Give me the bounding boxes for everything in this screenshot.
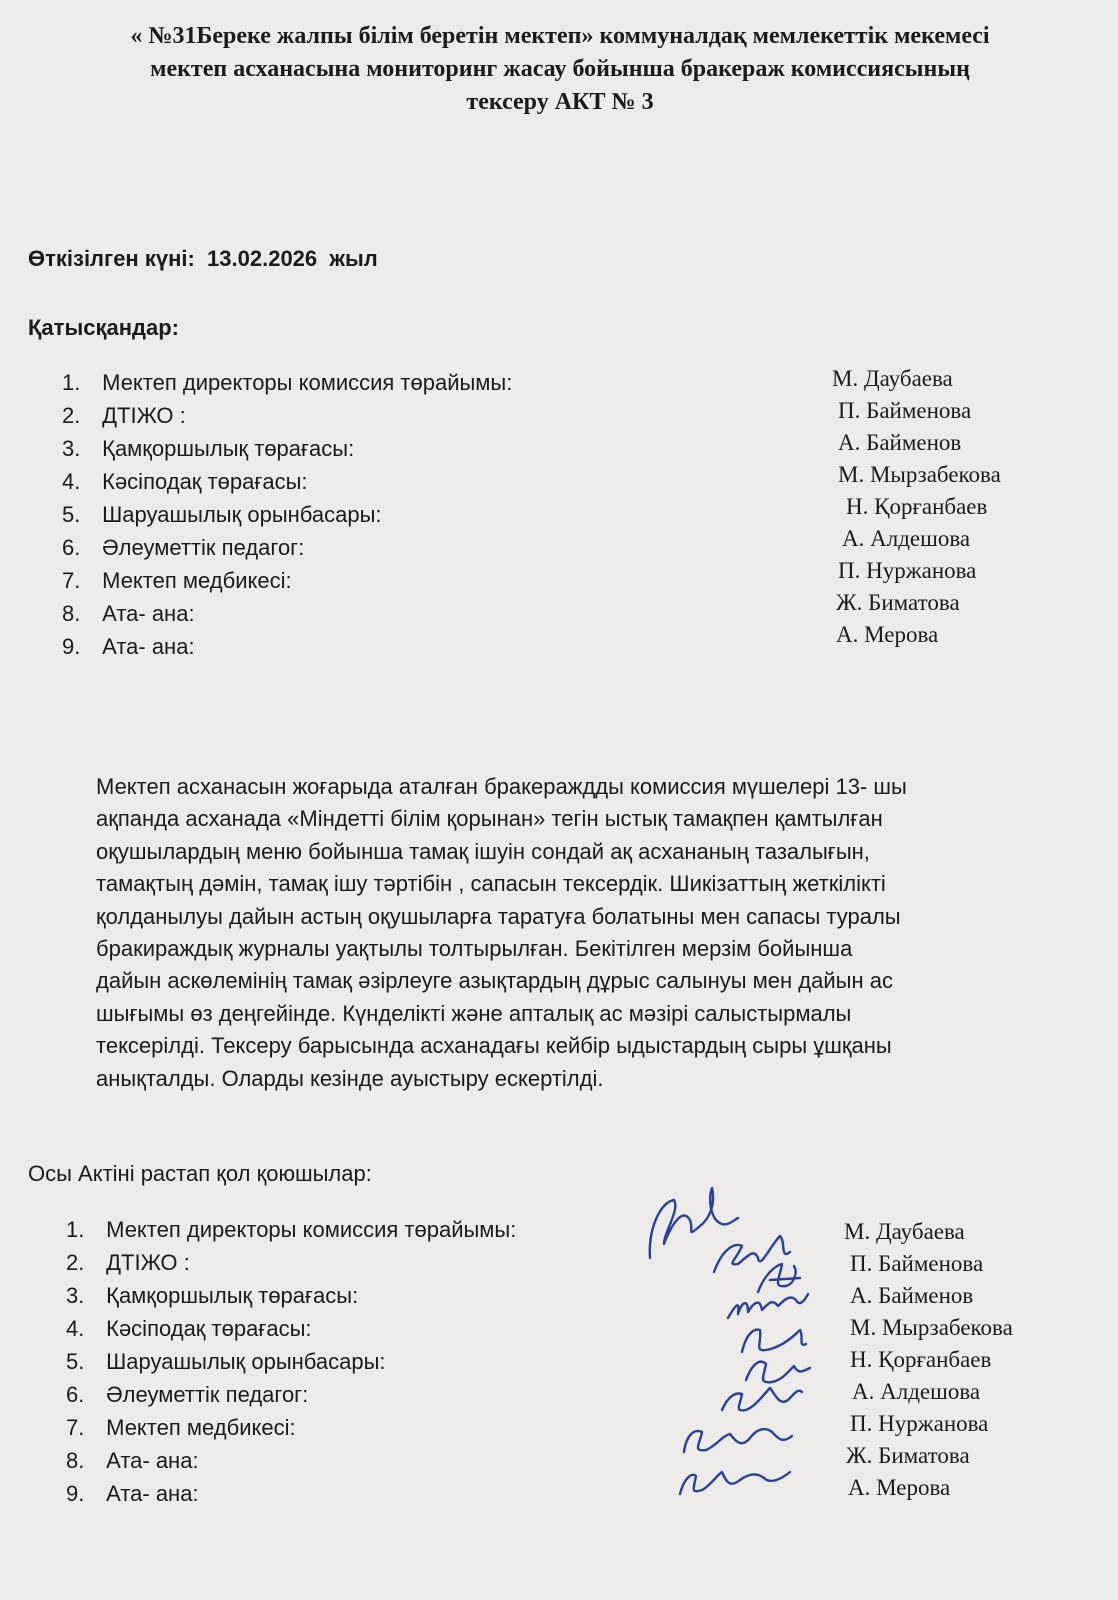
signature-7 [722,1388,802,1410]
date-value: 13.02.2026 [207,246,318,271]
confirm-heading: Осы Актіні растап қол қоюшылар: [28,1161,372,1186]
signatory-number: 5. [66,1349,85,1374]
header-line-2: мектеп асханасына мониторинг жасау бойынша бракераж комиссиясының [150,56,970,82]
participant-role: Әлеуметтік педагог: [102,535,305,560]
participant-role: Ата- ана: [102,634,195,659]
signatory-number: 8. [66,1448,85,1473]
signatory-name: А. Байменов [850,1283,974,1308]
participant-row [62,403,186,429]
date-label: Өткізілген күні: [28,246,195,271]
signature-1 [650,1188,738,1258]
participant-number: 3. [62,436,81,461]
participant-role: Мектеп медбикесі: [102,568,292,593]
signatory-number: 4. [66,1316,85,1341]
participant-name: П. Нуржанова [838,558,977,583]
signatory-name: А. Мерова [848,1475,951,1500]
participant-name: М. Мырзабекова [838,462,1001,487]
participant-role: Қамқоршылық төрағасы: [102,436,355,461]
signatory-role: Мектеп медбикесі: [106,1415,296,1440]
signatory-row [66,1415,296,1441]
participant-name: Ж. Биматова [836,590,960,615]
participant-row [62,436,354,462]
signatory-role: Ата- ана: [106,1481,199,1506]
participant-name: А. Алдешова [842,526,971,551]
paragraph-line: тамақтың дәмін, тамақ ішу тәртібін , сапасын тексердік. Шикізаттың жеткілікті [96,871,886,897]
date-suffix: жыл [329,246,378,271]
signatory-row [66,1382,308,1408]
signatory-number: 9. [66,1481,85,1506]
signatory-role: ДТІЖО : [106,1250,190,1275]
participant-number: 4. [62,469,81,494]
signatory-row [66,1349,386,1375]
participant-name: А. Байменов [838,430,962,455]
participant-role: Ата- ана: [102,601,195,626]
signatory-number: 1. [66,1217,85,1242]
signatory-name: Ж. Биматова [846,1443,970,1468]
signature-8 [684,1429,792,1452]
participant-row [62,568,292,594]
signature-5 [742,1330,806,1352]
signatory-name: П. Нуржанова [850,1411,989,1436]
signature-4 [728,1294,808,1318]
participant-row [62,535,304,561]
signatory-number: 3. [66,1283,85,1308]
signature-6 [746,1362,810,1383]
participant-row [62,601,195,627]
participant-name: А. Мерова [836,622,939,647]
signature-3 [758,1264,800,1292]
participant-role: Кәсіподақ төрағасы: [102,469,308,494]
paragraph-line: бракираждық журналы уақтылы толтырылған. Бекітілген мерзім бойынша [96,936,853,962]
participant-name: Н. Қорғанбаев [846,494,988,519]
signatory-name: Н. Қорғанбаев [850,1347,992,1372]
date-line [28,246,378,272]
participant-number: 5. [62,502,81,527]
participant-number: 9. [62,634,81,659]
participant-number: 7. [62,568,81,593]
participant-row [62,634,195,660]
signatory-role: Қамқоршылық төрағасы: [106,1283,359,1308]
signatory-name: П. Байменова [850,1251,984,1276]
handwritten-signatures [630,1180,850,1550]
inspection-paragraph [96,771,1076,1095]
paragraph-line: шығымы өз деңгейінде. Күнделікті және апталық ас мәзірі салыстырмалы [96,1000,852,1026]
signature-2 [714,1236,790,1272]
signatory-name: М. Мырзабекова [850,1315,1013,1340]
signatory-role: Ата- ана: [106,1448,199,1473]
participant-number: 8. [62,601,81,626]
participant-role: Шаруашылық орынбасары: [102,502,382,527]
participant-row [62,502,382,528]
signature-9 [680,1472,790,1494]
participant-row [62,469,308,495]
participant-name: П. Байменова [838,398,972,423]
signatory-row [66,1283,358,1309]
signatory-role: Мектеп директоры комиссия төрайымы: [106,1217,517,1242]
participant-role: ДТІЖО : [102,403,186,428]
paragraph-line: қолданылуы дайын астың оқушыларға таратуға болатыны мен сапасы туралы [96,903,901,929]
participant-role: Мектеп директоры комиссия төрайымы: [102,370,513,395]
participant-number: 2. [62,403,81,428]
signatory-number: 2. [66,1250,85,1275]
signatory-number: 7. [66,1415,85,1440]
paragraph-line: Мектеп асханасын жоғарыда аталған бракераждды комиссия мүшелері 13- шы [96,774,907,799]
signatory-role: Шаруашылық орынбасары: [106,1349,386,1374]
signatory-role: Кәсіподақ төрағасы: [106,1316,312,1341]
participant-row [62,370,512,396]
signatory-name: А. Алдешова [852,1379,981,1404]
paragraph-line: дайын аскөлемінің тамақ әзірлеуге азықтардың дұрыс салынуы мен дайын ас [96,968,893,994]
document-header [40,20,1080,119]
paragraph-line: ақпанда асханада «Міндетті білім қорынан» тегін ыстық тамақпен қамтылған [96,806,883,832]
signatory-role: Әлеуметтік педагог: [106,1382,309,1407]
participant-number: 1. [62,370,81,395]
paragraph-line: оқушылардың меню бойынша тамақ ішуін сондай ақ асхананың тазалығын, [96,838,870,864]
signatory-row [66,1316,312,1342]
signatory-name: М. Даубаева [844,1219,965,1244]
signatory-number: 6. [66,1382,85,1407]
signatory-row [66,1250,190,1276]
signatory-row [66,1217,516,1243]
signatory-row [66,1481,199,1507]
signatory-row [66,1448,199,1474]
participants-heading: Қатысқандар: [28,315,179,340]
paragraph-line: анықталды. Оларды кезінде ауыстыру ескертілді. [96,1065,604,1091]
participant-number: 6. [62,535,81,560]
participant-name: М. Даубаева [832,366,953,391]
header-line-1: « №31Береке жалпы білім беретін мектеп» коммуналдақ мемлекеттік мекемесі [130,23,990,49]
paragraph-line: тексерілді. Тексеру барысында асханадағы кейбір ыдыстардың сыры ұшқаны [96,1033,892,1059]
header-line-3: тексеру АКТ № 3 [466,89,654,115]
